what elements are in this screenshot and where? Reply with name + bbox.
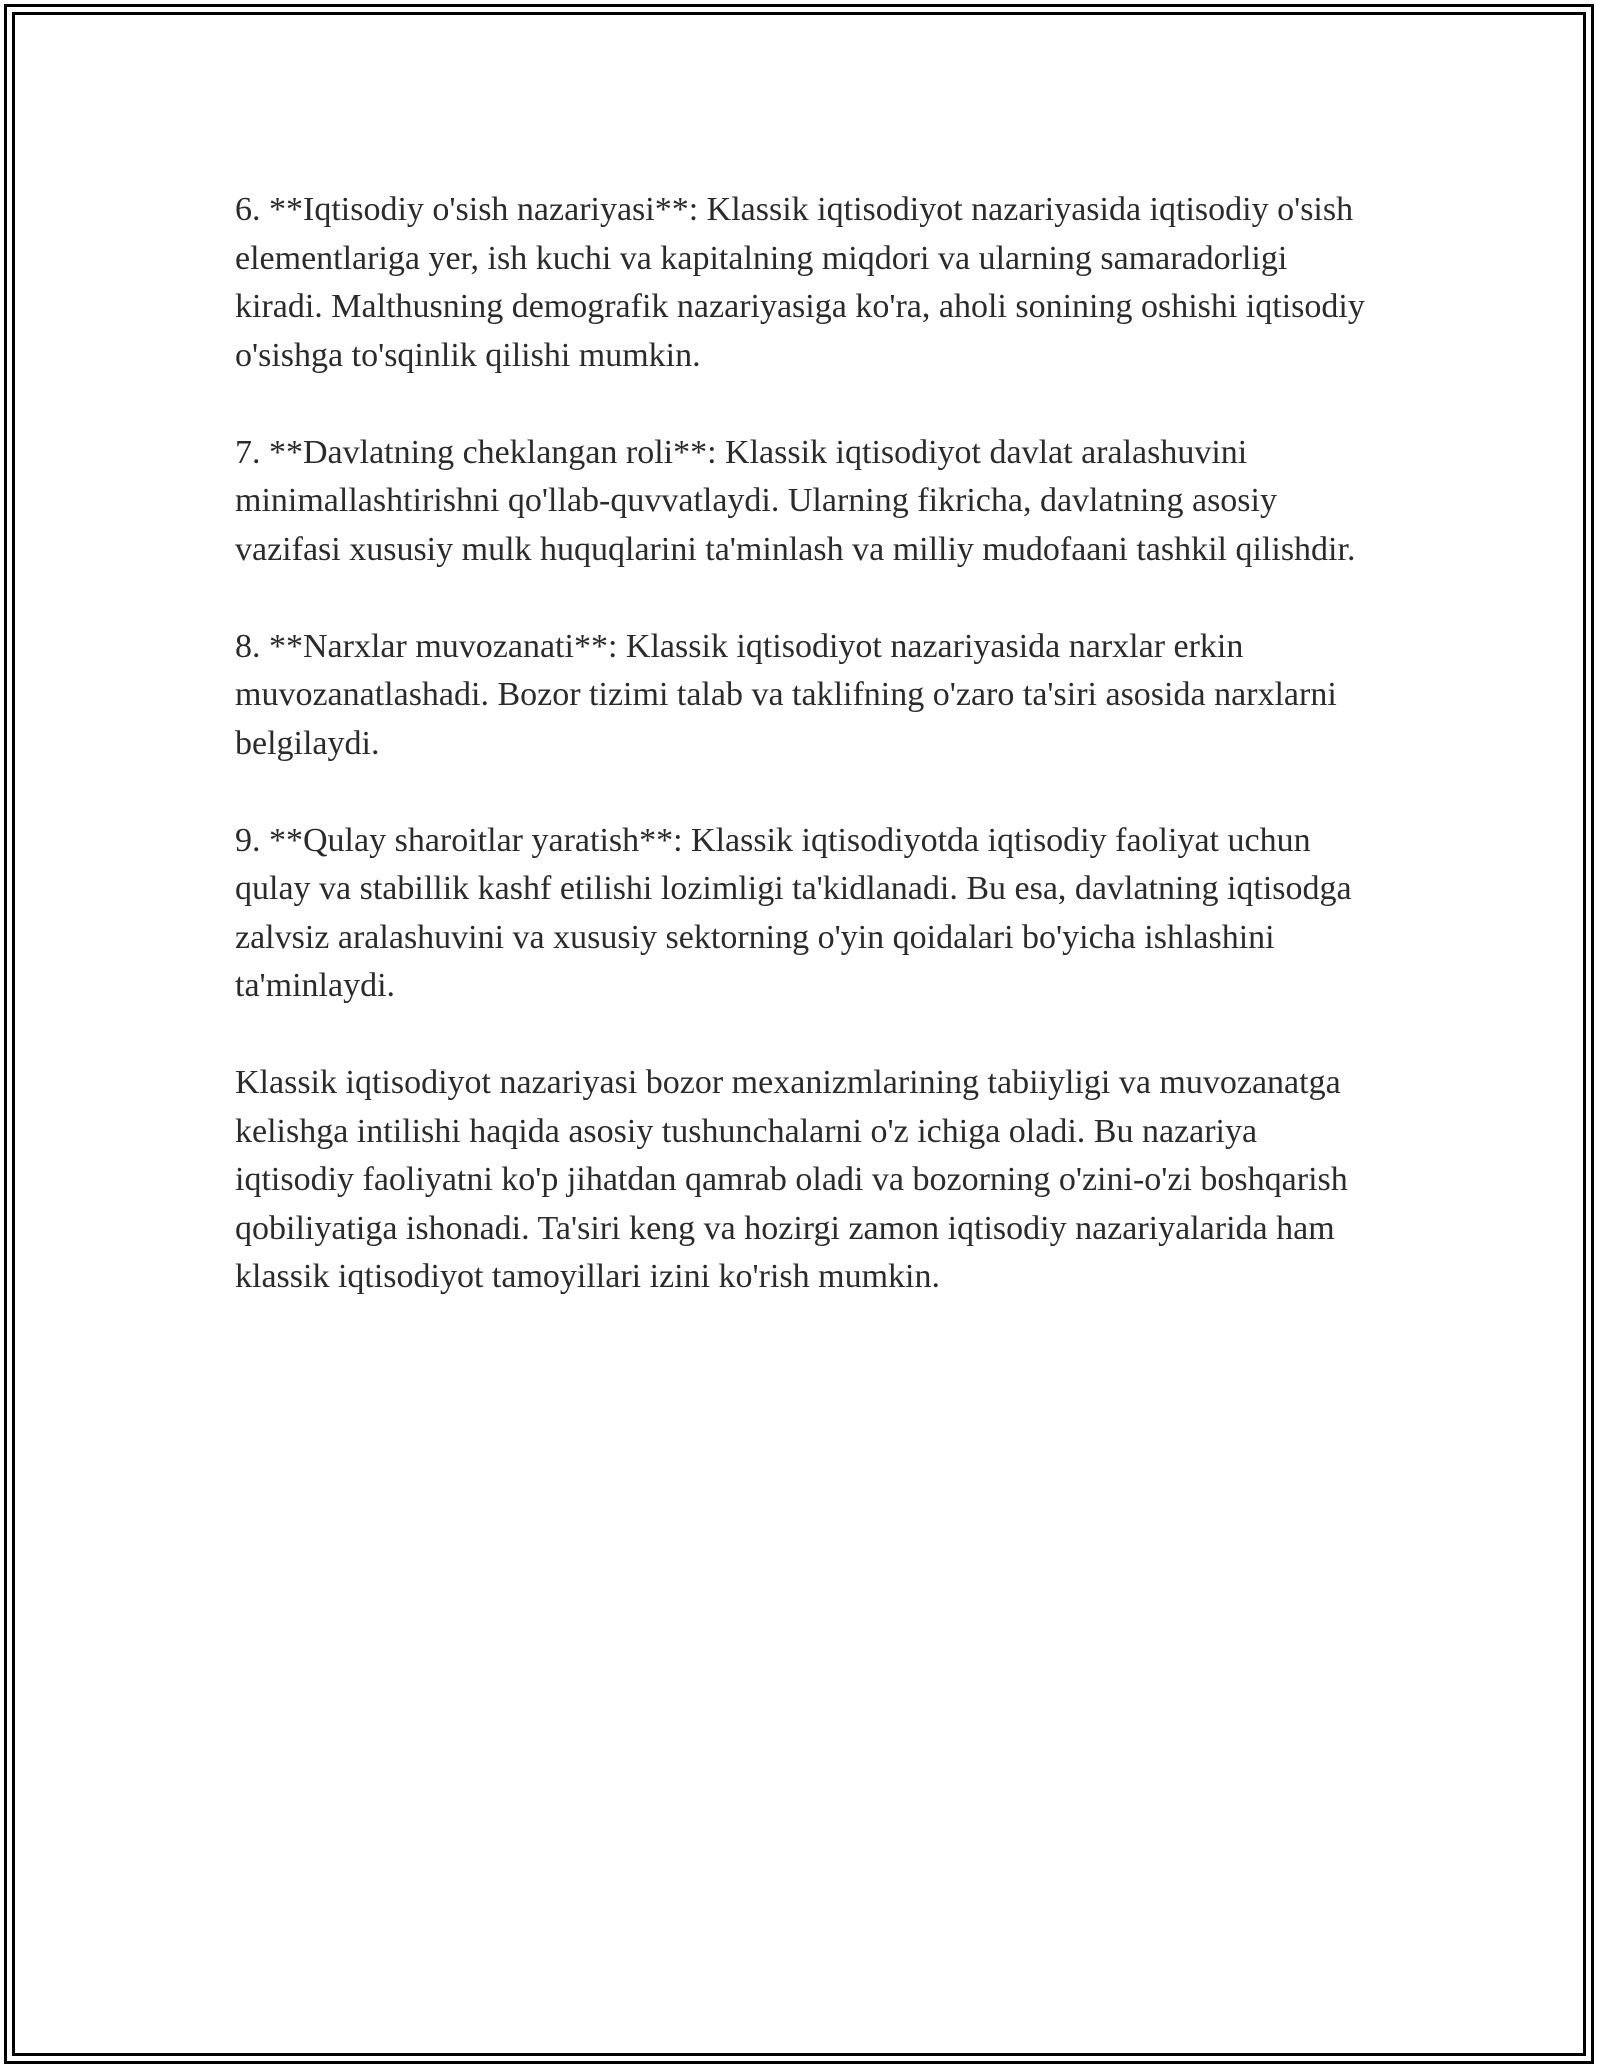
document-body bbox=[235, 186, 1375, 1350]
paragraph-conclusion: Klassik iqtisodiyot nazariyasi bozor mexanizmlarining tabiiyligi va muvozanatga kelishga intilishi haqida asosiy tushunchalarni o'z ichiga oladi. Bu nazariya iqtisodiy faoliyatni ko'p jihatdan qamrab oladi va bozorning o'zini-o'zi boshqarish qobiliyatiga ishonadi. Ta'siri keng va hozirgi zamon iqtisodiy nazariyalarida ham klassik iqtisodiyot tamoyillari izini ko'rish mumkin. bbox=[235, 1064, 1348, 1295]
paragraph-price-equilibrium: 8. **Narxlar muvozanati**: Klassik iqtisodiyot nazariyasida narxlar erkin muvozanatlashadi. Bozor tizimi talab va taklifning o'zaro ta'siri asosida narxlarni belgilaydi. bbox=[235, 627, 1337, 762]
paragraph-state-role: 7. **Davlatning cheklangan roli**: Klassik iqtisodiyot davlat aralashuvini minimallashtirishni qo'llab-quvvatlaydi. Ularning fikricha, davlatning asosiy vazifasi xususiy mulk huquqlarini ta'minlash va milliy mudofaani tashkil qilishdir. bbox=[235, 433, 1356, 568]
paragraph-favorable-conditions: 9. **Qulay sharoitlar yaratish**: Klassik iqtisodiyotda iqtisodiy faoliyat uchun qulay va stabillik kashf etilishi lozimligi ta'kidlanadi. Bu esa, davlatning iqtisodga zalvsiz aralashuvini va xususiy sektorning o'yin qoidalari bo'yicha ishlashini ta'minlaydi. bbox=[235, 821, 1352, 1004]
paragraph-growth-theory: 6. **Iqtisodiy o'sish nazariyasi**: Klassik iqtisodiyot nazariyasida iqtisodiy o'sish elementlariga yer, ish kuchi va kapitalning miqdori va ularning samaradorligi kiradi. Malthusning demografik nazariyasiga ko'ra, aholi sonining oshishi iqtisodiy o'sishga to'sqinlik qilishi mumkin. bbox=[235, 191, 1365, 374]
